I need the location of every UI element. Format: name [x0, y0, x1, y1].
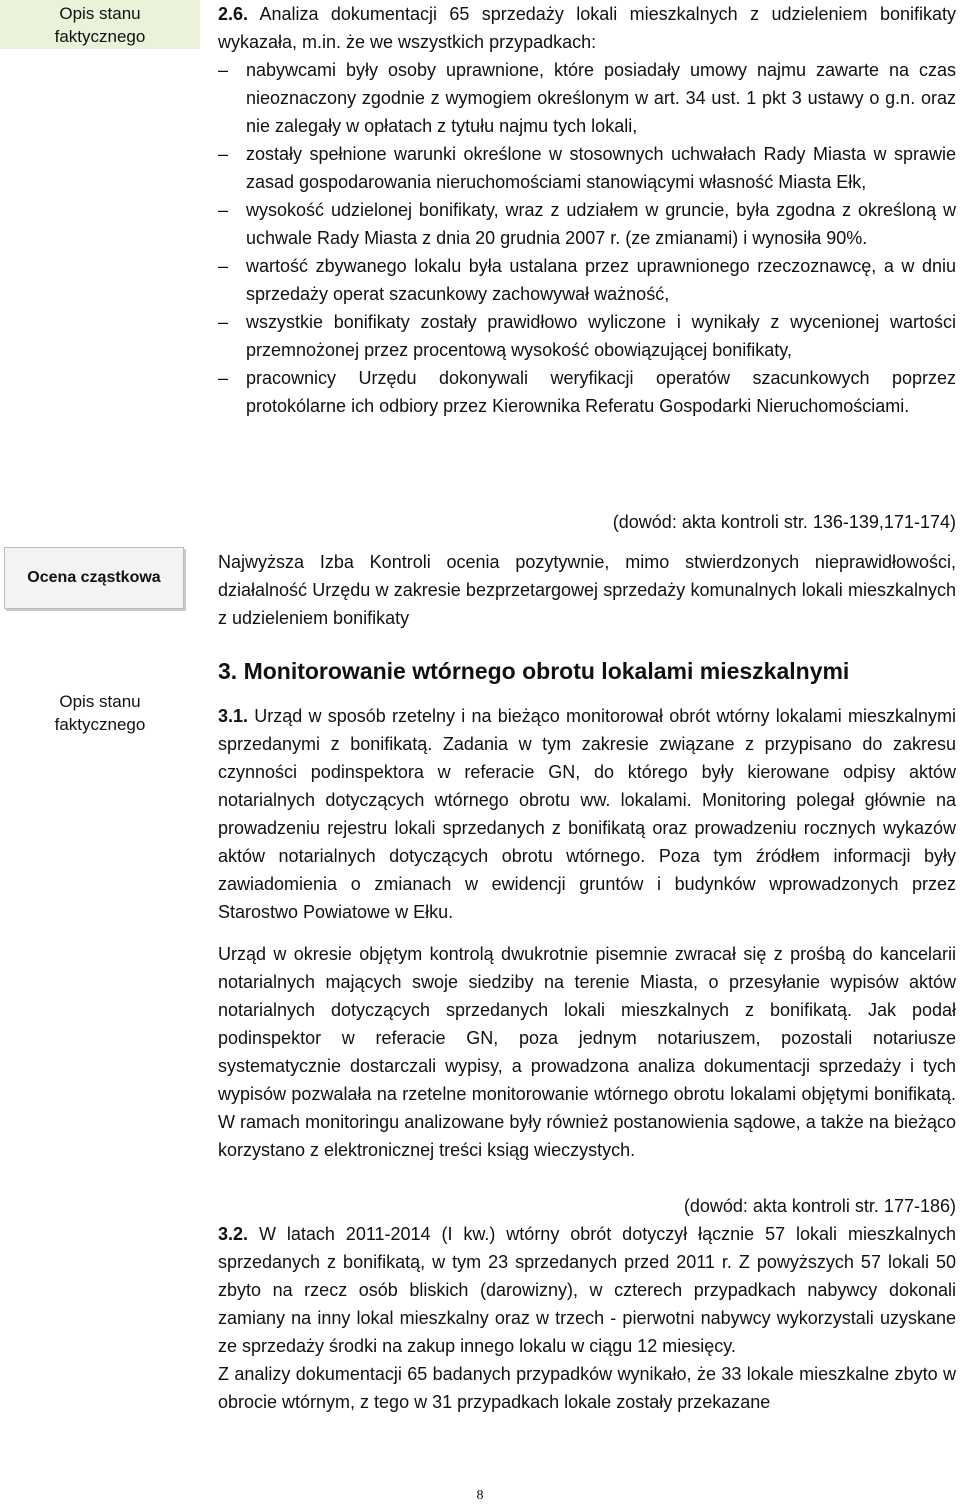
evidence-note-2 [218, 1192, 956, 1220]
list-item [218, 308, 956, 364]
dash-bullet-icon: – [218, 256, 229, 276]
section-3-2-number: 3.2. [218, 1224, 249, 1244]
section-2-6-intro [218, 0, 956, 56]
section-3-1 [218, 702, 956, 1164]
section-3-1-paragraph [218, 702, 956, 926]
list-item [218, 364, 956, 420]
evidence-note-1 [218, 508, 956, 536]
section-3-1-text: Urząd w sposób rzetelny i na bieżąco monitorował obrót wtórny lokalami mieszkalnymi sprzedanymi z bonifikatą. Zadania w tym zakresie związane z przypisano do zakresu czynności podinspektora w referacie GN, do którego były kierowane odpisy aktów notarialnych dotyczących wtórnego obrotu ww. lokalami. Monitoring polegał głównie na prowadzeniu rejestru lokali sprzedanych z bonifikatą oraz prowadzeniu rocznych wykazów aktów notarialnych dotyczących obrotu wtórnego. Poza tym źródłem informacji były zawiadomienia o zmianach w ewidencji gruntów i budynków wprowadzonych przez Starostwo Powiatowe w Ełku. [218, 706, 956, 922]
list-item-text: pracownicy Urzędu dokonywali weryfikacji operatów szacunkowych poprzez protokólarne ich odbiory przez Kierownika Referatu Gospodarki Nieruchomościami. [246, 368, 956, 416]
section-3-2-text: W latach 2011-2014 (I kw.) wtórny obrót dotyczył łącznie 57 lokali mieszkalnych sprzedanych z bonifikatą, w tym 23 sprzedanych przed 2011 r. Z powyższych 57 lokali 50 zbyto na rzecz osób bliskich (darowizny), w czterech przypadkach nabywcy dokonali zamiany na inny lokal mieszkalny oraz w trzech - pierwotni nabywcy wykorzystali uzyskane ze sprzedaży środki na zakup innego lokalu w ciągu 12 miesięcy. [218, 1224, 956, 1356]
dash-bullet-icon: – [218, 200, 229, 220]
list-item-text: nabywcami były osoby uprawnione, które posiadały umowy najmu zawarte na czas nieoznaczony zgodnie z wymogiem określonym w art. 34 ust. 1 pkt 3 ustawy o g.n. oraz nie zalegały w opłatach z tytułu najmu tych lokali, [246, 60, 956, 136]
list-item-text: wszystkie bonifikaty zostały prawidłowo wyliczone i wynikały z wycenionej wartości przemnożonej przez procentową wysokość obowiązującej bonifikaty, [246, 312, 956, 360]
list-item-text: zostały spełnione warunki określone w stosownych uchwałach Rady Miasta w sprawie zasad gospodarowania nieruchomościami stanowiącymi własność Miasta Ełk, [246, 144, 956, 192]
evidence-note-1-text: (dowód: akta kontroli str. 136-139,171-174) [612, 512, 956, 532]
list-item [218, 196, 956, 252]
list-item [218, 252, 956, 308]
page-number: 8 [476, 1488, 484, 1503]
list-item-text: wysokość udzielonej bonifikaty, wraz z udziałem w gruncie, była zgodna z określoną w uchwale Rady Miasta z dnia 20 grudnia 2007 r. (ze zmianami) i wynosiła 90%. [246, 200, 956, 248]
dash-bullet-icon: – [218, 144, 229, 164]
dash-bullet-icon: – [218, 60, 229, 80]
sidebar-label-middle-text: Opis stanu faktycznego [54, 692, 146, 734]
assessment-paragraph [218, 548, 956, 632]
findings-list [218, 56, 956, 420]
dash-bullet-icon: – [218, 368, 229, 388]
evidence-note-2-text: (dowód: akta kontroli str. 177-186) [683, 1196, 956, 1216]
section-3-1-number: 3.1. [218, 706, 249, 726]
assessment-badge [4, 547, 184, 609]
sidebar-label-middle [0, 690, 200, 736]
section-2-6 [218, 0, 956, 420]
list-item [218, 56, 956, 140]
assessment-badge-text: Ocena cząstkowa [27, 569, 161, 586]
sidebar-label-top [0, 0, 200, 49]
section-3-heading-text: 3. Monitorowanie wtórnego obrotu lokalami mieszkalnymi [218, 658, 850, 684]
section-3-heading [218, 656, 956, 686]
list-item-text: wartość zbywanego lokalu była ustalana przez uprawnionego rzeczoznawcę, a w dniu sprzedaży operat szacunkowy zachowywał ważność, [246, 256, 956, 304]
assessment-text: Najwyższa Izba Kontroli ocenia pozytywnie, mimo stwierdzonych nieprawidłowości, działalność Urzędu w zakresie bezprzetargowej sprzedaży komunalnych lokali mieszkalnych z udzieleniem bonifikaty [218, 552, 956, 628]
section-3-1-paragraph-2: Urząd w okresie objętym kontrolą dwukrotnie pisemnie zwracał się z prośbą do kancelarii notarialnych mających swoje siedziby na terenie Miasta, o przesyłanie wypisów aktów notarialnych dotyczących sprzedanych lokali mieszkalnych z bonifikatą. Jak podał podinspektor w referacie GN, poza jednym notariuszem, pozostali notariusze systematycznie dostarczali wypisy, a prowadzona analiza dokumentacji sprzedaży i tych wypisów pozwalała na rzetelne monitorowanie wtórnego obrotu lokalami objętymi bonifikatą. W ramach monitoringu analizowane były również postanowienia sądowe, a także na bieżąco korzystano z elektronicznej treści ksiąg wieczystych. [218, 944, 956, 1160]
list-item [218, 140, 956, 196]
section-2-6-intro-text: Analiza dokumentacji 65 sprzedaży lokali mieszkalnych z udzieleniem bonifikaty wykazała, m.in. że we wszystkich przypadkach: [218, 4, 957, 52]
section-3-2 [218, 1220, 956, 1416]
section-3-2-paragraph-2: Z analizy dokumentacji 65 badanych przypadków wynikało, że 33 lokale mieszkalne zbyto w obrocie wtórnym, z tego w 31 przypadkach lokale zostały przekazane [218, 1364, 956, 1412]
section-3-2-paragraph [218, 1220, 956, 1360]
sidebar-label-top-text: Opis stanu faktycznego [54, 4, 146, 46]
dash-bullet-icon: – [218, 312, 229, 332]
section-2-6-number: 2.6. [218, 4, 249, 24]
